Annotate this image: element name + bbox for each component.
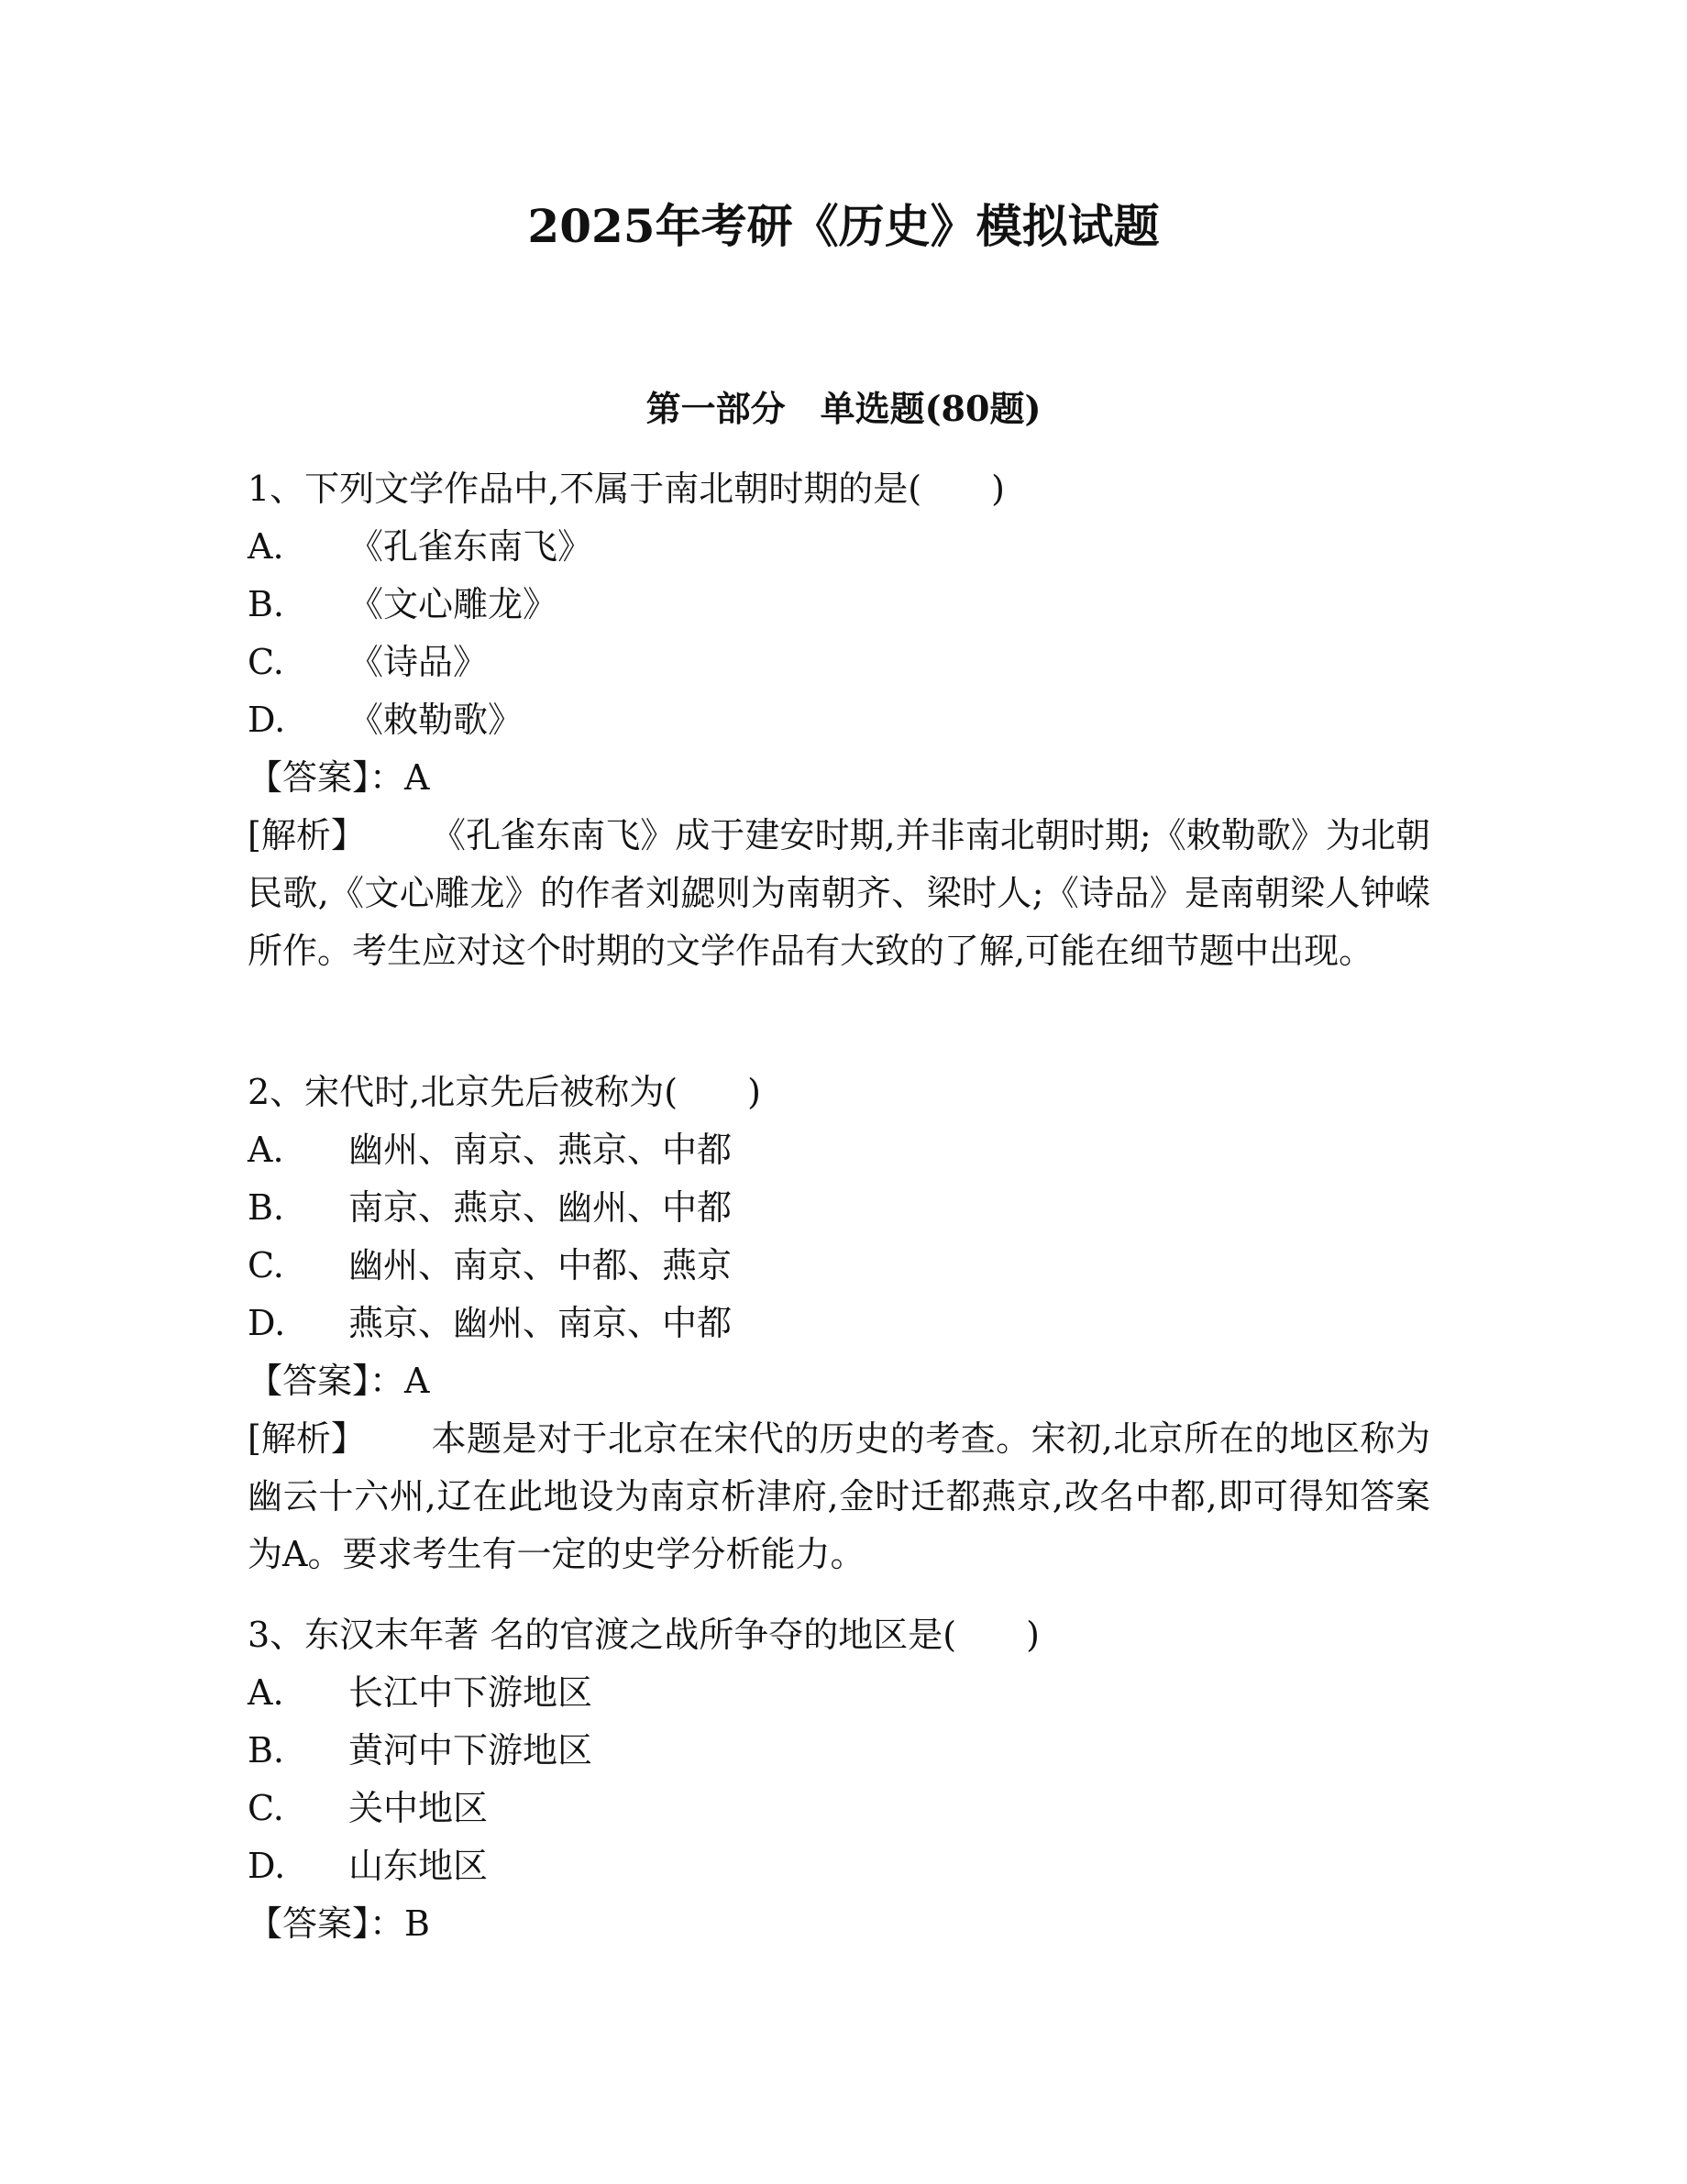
option-text: 《敕勒歌》 [348,700,524,740]
option-text: 南京、燕京、幽州、中都 [348,1187,733,1228]
option-letter: D. [248,700,286,740]
option-a [248,518,1439,576]
option-letter: D. [248,1303,286,1343]
question-3 [248,1606,1439,1953]
answer-value: B [404,1903,430,1944]
question-2 [248,1064,1439,1583]
option-b [248,1179,1439,1237]
option-letter: C. [248,642,284,682]
answer-line [248,1352,1439,1410]
option-letter: C. [248,1788,284,1828]
question-stem: 2、宋代时,北京先后被称为( ) [248,1072,761,1112]
answer-line [248,1895,1439,1953]
option-text: 幽州、南京、燕京、中都 [348,1130,733,1170]
option-c [248,1780,1439,1837]
option-text: 关中地区 [348,1788,489,1828]
option-letter: B. [248,1730,285,1770]
option-letter: A. [248,1672,284,1713]
option-a [248,1121,1439,1179]
explanation-label: [解析】 [248,815,366,855]
answer-label: 【答案】： [248,1361,405,1401]
option-letter: C. [248,1245,284,1285]
section-title: 第一部分 单选题(80题) [645,388,1042,429]
question-stem: 3、东汉末年著 名的官渡之战所争夺的地区是( ) [248,1615,1040,1655]
option-a [248,1664,1439,1722]
explanation [248,807,1430,980]
option-b [248,1722,1439,1780]
question-stem: 1、下列文学作品中,不属于南北朝时期的是( ) [248,469,1005,509]
option-text: 山东地区 [348,1846,489,1886]
answer-label: 【答案】： [248,1903,405,1944]
option-letter: A. [248,1130,284,1170]
answer-line [248,749,1439,807]
explanation-text: 本题是对于北京在宋代的历史的考查。宋初,北京所在的地区称为幽云十六州,辽在此地设为南京析津府,金时迁都燕京,改名中都,即可得知答案为A。要求考生有一定的史学分析能力。 [248,1418,1430,1574]
answer-label: 【答案】： [248,757,405,798]
option-letter: D. [248,1846,286,1886]
option-letter: B. [248,1187,285,1228]
option-text: 《文心雕龙》 [348,584,558,624]
explanation-text: 《孔雀东南飞》成于建安时期,并非南北朝时期;《敕勒歌》为北朝民歌,《文心雕龙》的作者刘勰则为南朝齐、梁时人;《诗品》是南朝梁人钟嵘所作。考生应对这个时期的文学作品有大致的了解,可能在细节题中出现。 [248,815,1430,971]
option-c [248,634,1439,691]
option-c [248,1237,1439,1295]
option-text: 燕京、幽州、南京、中都 [348,1303,733,1343]
explanation [248,1410,1430,1583]
option-text: 《孔雀东南飞》 [348,526,593,567]
explanation-label: [解析】 [248,1418,366,1459]
option-letter: B. [248,584,285,624]
option-b [248,576,1439,634]
option-text: 《诗品》 [348,642,489,682]
option-d [248,691,1439,749]
option-text: 长江中下游地区 [348,1672,593,1713]
option-letter: A. [248,526,284,567]
answer-value: A [404,1361,430,1401]
question-1 [248,460,1439,980]
document-title: 2025年考研《历史》模拟试题 [527,199,1160,253]
answer-value: A [404,757,430,798]
option-d [248,1295,1439,1352]
option-text: 黄河中下游地区 [348,1730,593,1770]
option-text: 幽州、南京、中都、燕京 [348,1245,733,1285]
option-d [248,1837,1439,1895]
